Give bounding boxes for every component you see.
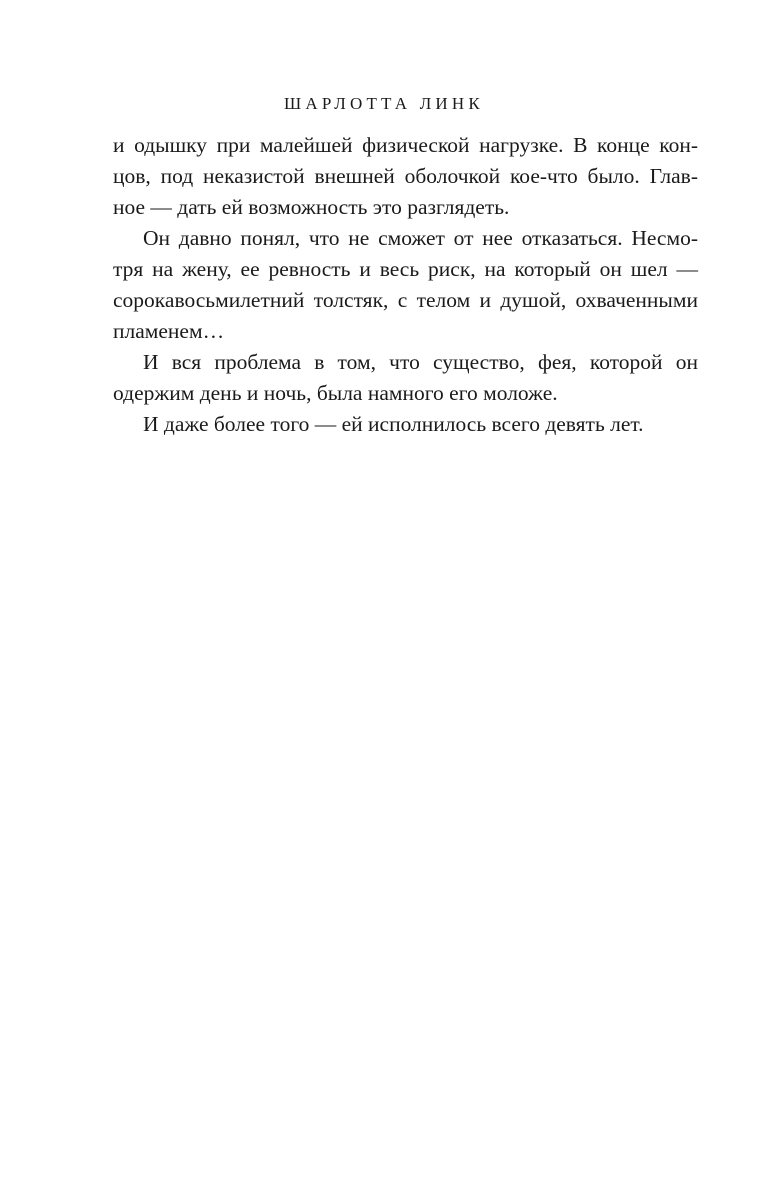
body-text <box>113 130 698 440</box>
text-line: И даже более того — ей исполнилось всего девять лет. <box>143 412 644 436</box>
text-line: пламенем… <box>113 319 225 343</box>
text-line: одержим день и ночь, была намного его моложе. <box>113 381 558 405</box>
text-line: Он давно понял, что не сможет от нее отказаться. Несмо- <box>143 226 698 250</box>
text-line: сорокавосьмилетний толстяк, с телом и душой, охваченными <box>113 288 698 312</box>
text-line: ное — дать ей возможность это разглядеть. <box>113 195 510 219</box>
text-line: И вся проблема в том, что существо, фея, которой он <box>143 350 698 374</box>
text-line: и одышку при малейшей физической нагрузке. В конце кон- <box>113 133 698 157</box>
text-line: тря на жену, ее ревность и весь риск, на который он шел — <box>113 257 698 281</box>
running-head: ШАРЛОТТА ЛИНК <box>284 94 484 113</box>
text-line: цов, под неказистой внешней оболочкой кое-что было. Глав- <box>113 164 698 188</box>
